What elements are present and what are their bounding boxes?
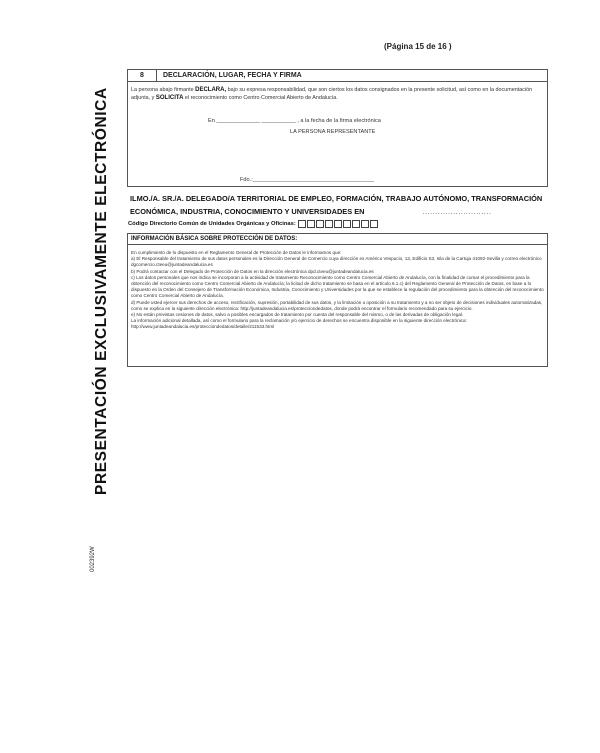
directory-code-boxes[interactable] [298, 220, 379, 228]
data-protection-item-e: e) No están previstas cesiones de datos, salvo a posibles encargados de tratamiento por cuenta del responsable del mismo, o de las derivadas de obligación legal. [131, 312, 464, 318]
data-protection-item-c: c) Los datos personales que nos indica se incorporan a la actividad de tratamiento Reconocimiento como Centro Comercial Abierto de Andalucía, con la finalidad de cursar el procedimiento para la obtención del reconocimiento como Centro Comercial Abierto de Andalucía; la licitud de dicho tratamiento se basa en el artículo 6.1.c) del Reglamento General de Protección de Datos, en base a lo dispuesto en la Orden del Consejero de Transformación Económica, Industria, Conocimiento y Universidades por la que se establece la regulación del procedimiento para la obtención del reconocimiento como Centro Comercial Abierto de Andalucía. [131, 274, 544, 299]
signature-line[interactable]: Fdo.:_______________________________________ [240, 177, 375, 183]
side-title: PRESENTACIÓN EXCLUSIVAMENTE ELECTRÓNICA [93, 87, 110, 495]
data-protection-body [128, 245, 547, 332]
section-8-header [128, 70, 547, 82]
addressee-line-2-text: ECONÓMICA, INDUSTRIA, CONOCIMIENTO Y UNIVERSIDADES EN [130, 207, 365, 216]
declara-keyword: DECLARA, [195, 87, 227, 93]
code-box[interactable] [316, 220, 324, 228]
data-protection-additional: La información adicional detallada, así como el formulario para la reclamación y/o ejercicio de derechos se encuentra disponible en la siguiente dirección electrónica: http://www.juntadeandalucia.es/protecciondedatos/detalle/211533.html [131, 318, 467, 330]
data-protection-title: INFORMACIÓN BÁSICA SOBRE PROTECCIÓN DE DATOS: [128, 234, 547, 245]
place-date-line[interactable]: En ______________ ___________ , a la fecha de la firma electrónica [208, 118, 381, 124]
declaration-text-1: La persona abajo firmante [131, 87, 196, 93]
directory-code-row [128, 220, 379, 228]
addressee-block [130, 192, 550, 218]
form-code: 002392W [90, 546, 96, 572]
code-box[interactable] [361, 220, 369, 228]
code-box[interactable] [343, 220, 351, 228]
directory-code-label: Código Directorio Común de Unidades Orgánicas y Oficinas: [128, 221, 296, 227]
addressee-line-1: ILMO./A. SR./A. DELEGADO/A TERRITORIAL DE EMPLEO, FORMACIÓN, TRABAJO AUTÓNOMO, TRANSFORMACIÓN [130, 194, 543, 203]
code-box[interactable] [334, 220, 342, 228]
data-protection-item-b: b) Podrá contactar con el Delegado de Protección de Datos en la dirección electrónica dpd.cteeu@juntadeandalucia.es [131, 268, 374, 274]
solicita-keyword: SOLICITA [155, 94, 184, 101]
section-number: 8 [128, 70, 157, 81]
data-protection-intro: En cumplimiento de lo dispuesto en el Reglamento General de Protección de Datos le informamos que: [131, 250, 342, 255]
page-number: (Página 15 de 16 ) [384, 42, 452, 51]
code-box[interactable] [325, 220, 333, 228]
section-title: DECLARACIÓN, LUGAR, FECHA Y FIRMA [163, 72, 302, 79]
declaration-text [131, 87, 545, 102]
province-field[interactable]: ........................... [422, 207, 492, 216]
code-box[interactable] [352, 220, 360, 228]
data-protection-item-d: d) Puede usted ejercer sus derechos de acceso, rectificación, supresión, portabilidad de sus datos, y la limitación u oposición a su tratamiento y a no ser objeto de decisiones individuales automatizadas, como se explica en la siguiente dirección electrónica: http://juntadeandalucia.es/protecciondedatos, donde podrá encontrar el formulario recomendado para su ejercicio. [131, 299, 543, 311]
code-box[interactable] [370, 220, 378, 228]
representative-label: LA PERSONA REPRESENTANTE [290, 129, 376, 135]
addressee-line-2 [130, 205, 550, 218]
data-protection-box [127, 233, 548, 367]
section-8-box [127, 69, 548, 187]
code-box[interactable] [298, 220, 306, 228]
declaration-text-3: el reconocimiento como Centro Comercial Abierto de Andalucía. [183, 94, 338, 101]
declaration-text-2: bajo su expresa responsabilidad, que son ciertos los datos consignados en la presente solicitud, así como en la documentación adjunta, y [131, 87, 533, 101]
code-box[interactable] [307, 220, 315, 228]
data-protection-item-a: a) El Responsable del tratamiento de sus datos personales es la Dirección General de Comercio cuya dirección es Américo Vespucio, 13, Edificio S3, Isla de la Cartuja 41092-Sevilla y correo electrónico dgcomercio.cteeu@juntadeandalucia.es [131, 256, 542, 268]
